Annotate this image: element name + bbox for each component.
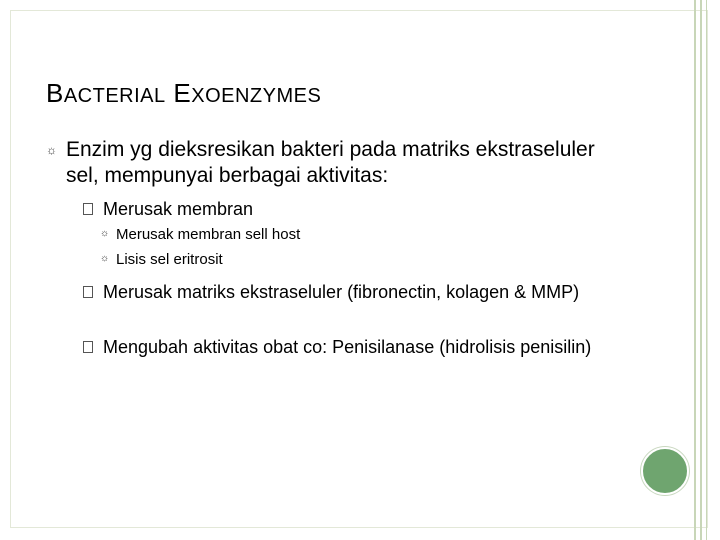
title-word: ACTERIAL [63,85,166,107]
box-icon [83,203,93,215]
sub-sub-bullet: Lisis sel eritrosit [116,251,223,268]
decor-line [706,0,707,540]
sun-icon: ☼ [100,253,110,264]
box-icon [83,286,93,298]
bullet-line: sel, mempunyai berbagai aktivitas: [66,164,389,187]
title-word: XOENZYMES [191,85,322,107]
sub-bullet: Mengubah aktivitas obat co: Penisilanase (hidrolisis penisilin) [103,337,592,357]
box-icon [83,341,93,353]
decor-line [694,0,696,540]
sub-bullet: Merusak matriks ekstraseluler (fibronectin, kolagen & MMP) [103,282,580,302]
sub-sub-bullet: Merusak membran sell host [116,226,301,243]
right-decor-lines [686,0,720,540]
decor-line [700,0,702,540]
sun-icon: ☼ [46,143,57,157]
sun-icon: ☼ [100,228,110,239]
bullet-line: Enzim yg dieksresikan bakteri pada matriks ekstraseluler [66,138,595,161]
title-initial: B [46,78,64,108]
title-initial: E [173,78,192,108]
decor-circle [641,447,689,495]
slide-title [46,79,321,110]
sub-bullet: Merusak membran [103,199,254,219]
